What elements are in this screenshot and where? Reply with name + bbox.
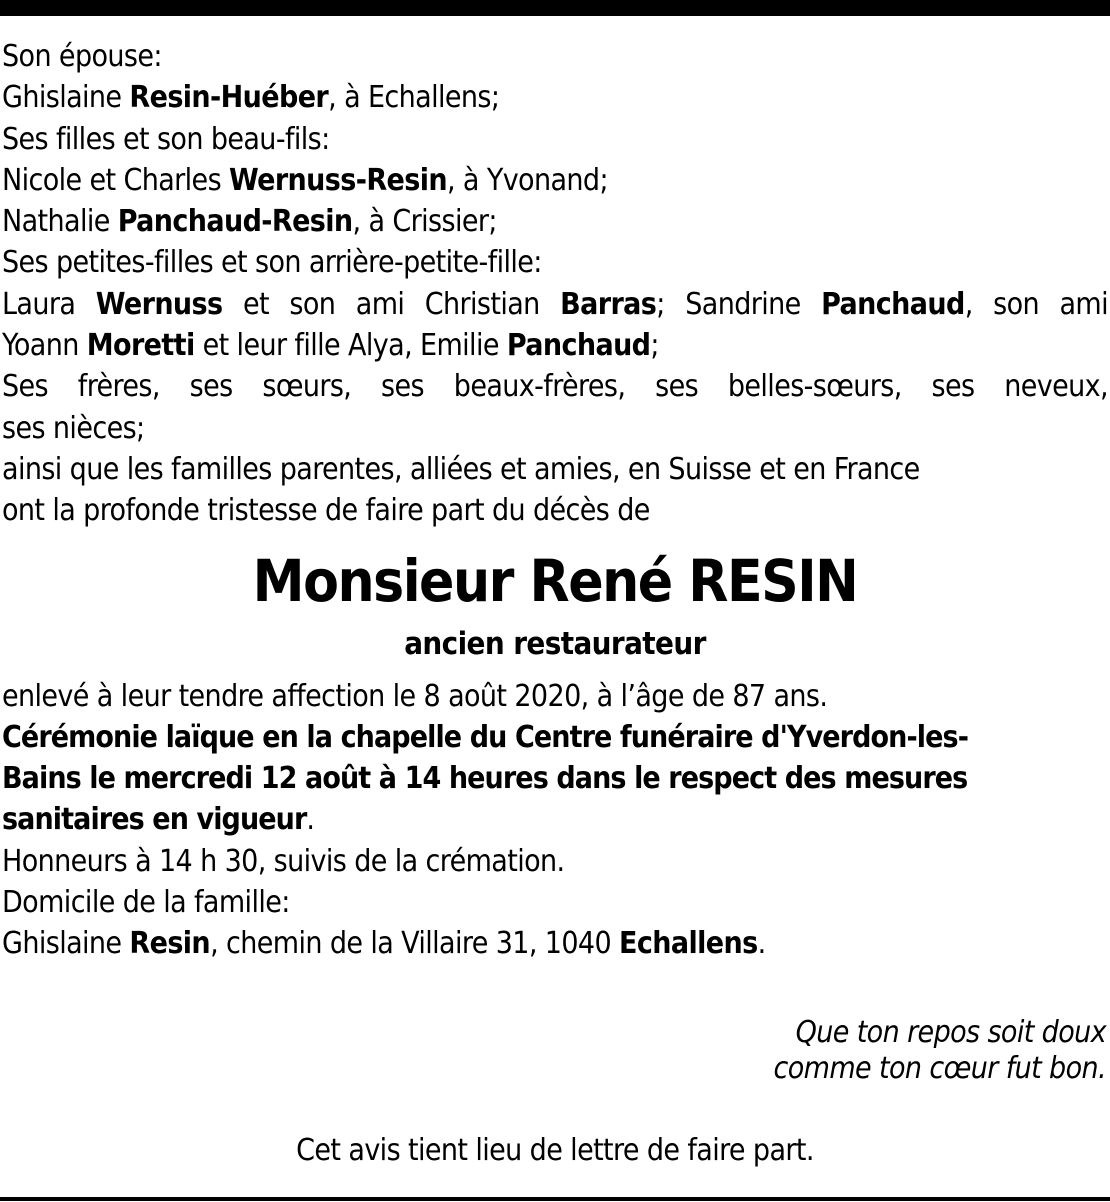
family-line [2,284,1108,325]
family-text: Ghislaine [2,80,130,116]
family-text: Nathalie [2,204,118,240]
family-line [2,119,1108,160]
family-surname: Resin-Huéber [129,80,329,116]
family-address [2,923,1108,964]
family-line [2,408,1108,449]
family-surname: Panchaud [821,286,965,322]
family-text: ont la profonde tristesse de faire part du décès de [2,493,650,529]
ceremony-line: Cérémonie laïque en la chapelle du Centre funéraire d'Yverdon-les- [2,719,969,755]
address-text: , chemin de la Villaire 31, 1040 [210,926,620,962]
family-text: Ses petites-filles et son arrière-petite-fille: [2,245,542,281]
family-surname: Barras [560,286,657,322]
family-line [2,160,1108,201]
family-surname: Wernuss-Resin [229,162,447,198]
ceremony-line-last [2,799,1108,840]
death-line: enlevé à leur tendre affection le 8 août 2020, à l’âge de 87 ans. [2,678,828,714]
address-text: Ghislaine [2,926,130,962]
family-line [2,36,1108,77]
family-text: ses nièces; [2,410,145,446]
family-surname: Panchaud-Resin [117,204,353,240]
family-line [2,366,1108,407]
family-text: Ses frères, ses sœurs, ses beaux-frères, ses belles-sœurs, ses neveux, [2,369,1108,405]
family-text: Laura [2,286,96,322]
family-line [2,77,1108,118]
family-surname: Moretti [86,328,195,364]
bottom-rule [0,1197,1110,1201]
family-line [2,201,1108,242]
family-surname: Wernuss [95,286,223,322]
family-text: , à Echallens; [328,80,500,116]
family-line [2,325,1108,366]
family-text: ; [650,328,659,364]
ceremony-period: . [306,802,315,838]
family-text: Nicole et Charles [2,162,230,198]
deceased-name: Monsieur René RESIN [252,546,858,615]
address-bold: Resin [129,926,211,962]
family-text: ainsi que les familles parentes, alliées et amies, en Suisse et en France [2,451,920,487]
family-line [2,242,1108,283]
address-bold: Echallens [619,926,758,962]
family-text: Yoann [2,328,87,364]
epitaph-line: Que ton repos soit doux [795,1014,1106,1050]
obituary-notice [2,36,1108,1171]
epitaph-line: comme ton cœur fut bon. [773,1050,1106,1086]
ceremony-paragraph [2,717,1108,841]
family-text: , à Yvonand; [446,162,608,198]
family-text: , son ami [964,286,1108,322]
honours-line: Honneurs à 14 h 30, suivis de la crémation. [2,843,565,879]
family-text: ; Sandrine [656,286,822,322]
domicile-label: Domicile de la famille: [2,885,290,921]
family-surname: Panchaud [506,328,651,364]
ceremony-bold-end: sanitaires en vigueur [2,802,307,838]
ceremony-line: Bains le mercredi 12 août à 14 heures dans le respect des mesures [2,761,968,797]
family-line [2,490,1108,531]
closing-note: Cet avis tient lieu de lettre de faire part. [296,1132,814,1168]
family-text: Ses filles et son beau-fils: [2,121,330,157]
family-text: et son ami Christian [222,286,561,322]
family-list [2,36,1108,532]
deceased-title: ancien restaurateur [404,625,706,662]
family-text: , à Crissier; [352,204,497,240]
family-text: et leur fille Alya, Emilie [194,328,507,364]
family-line [2,449,1108,490]
family-text: Son épouse: [2,39,162,74]
top-rule [0,0,1110,16]
epitaph [2,1015,1108,1087]
address-text: . [757,926,766,962]
